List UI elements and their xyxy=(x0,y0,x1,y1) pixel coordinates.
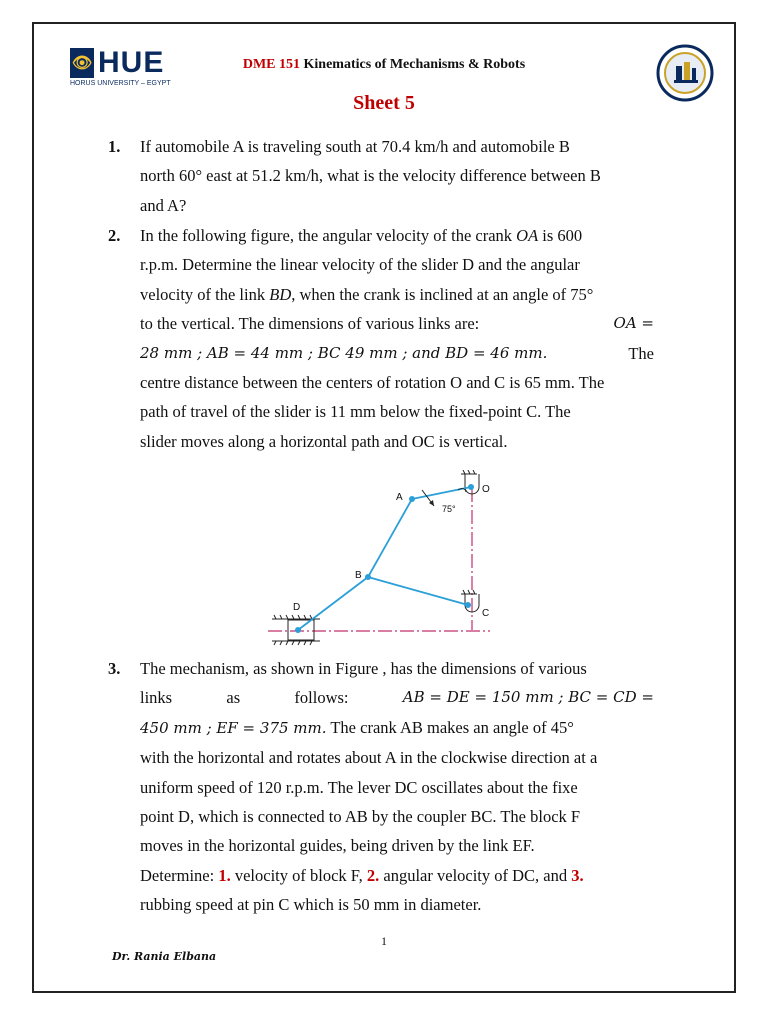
question-line: slider moves along a horizontal path and OC is vertical. xyxy=(140,431,508,451)
question-line: Determine: 1. velocity of block F, 2. angular velocity of DC, and 3. xyxy=(140,865,584,885)
question-number: 2. xyxy=(108,226,121,245)
question-line: The mechanism, as shown in Figure , has the dimensions of various xyxy=(140,659,587,678)
question-line: velocity of the link BD, when the crank is inclined at an angle of 75° xyxy=(140,284,594,304)
question-line: centre distance between the centers of rotation O and C is 65 mm. The xyxy=(140,373,605,393)
question-2 xyxy=(108,221,654,456)
mechanism-figure xyxy=(268,470,498,650)
question-line: and A? xyxy=(140,195,187,215)
question-number: 3. xyxy=(108,659,121,678)
author-name: Dr. Rania Elbana xyxy=(112,950,217,963)
fixed-support-c xyxy=(461,590,479,612)
joint-a xyxy=(409,496,415,502)
question-line: uniform speed of 120 r.p.m. The lever DC oscillates about the fixe xyxy=(140,777,578,797)
link-ab xyxy=(368,499,412,577)
joint-c xyxy=(465,602,471,608)
logo-subtitle: HORUS UNIVERSITY – EGYPT xyxy=(70,80,171,87)
course-code: DME 151 xyxy=(242,57,300,72)
question-line: to the vertical. The dimensions of various links are: OA = xyxy=(140,314,654,334)
angle-label: 75° xyxy=(442,504,456,514)
label-a: A xyxy=(396,492,403,503)
question-line: If automobile A is traveling south at 70.4 km/h and automobile B xyxy=(140,137,570,156)
question-line: 28 mm ; AB = 44 mm ; BC 49 mm ; and BD = 46 mm. The xyxy=(140,343,654,363)
joint-d xyxy=(295,627,301,633)
joint-b xyxy=(365,574,371,580)
question-line: with the horizontal and rotates about A in the clockwise direction at a xyxy=(140,748,598,768)
question-line: north 60° east at 51.2 km/h, what is the velocity difference between B xyxy=(140,166,601,186)
fixed-support-o xyxy=(461,470,479,494)
question-line: In the following figure, the angular velocity of the crank OA is 600 xyxy=(140,226,583,245)
question-line: rubbing speed at pin C which is 50 mm in diameter. xyxy=(140,895,482,915)
question-line: links as follows: AB = DE = 150 mm ; BC = CD = xyxy=(140,688,654,708)
link-bc xyxy=(368,577,468,605)
logo-text: HUE xyxy=(98,46,165,79)
course-title: Kinematics of Mechanisms & Robots xyxy=(303,57,526,72)
label-b: B xyxy=(355,570,362,581)
page-number: 1 xyxy=(381,934,387,948)
link-oa xyxy=(412,487,471,499)
label-c: C xyxy=(482,608,490,619)
question-line: moves in the horizontal guides, being driven by the link EF. xyxy=(140,836,535,856)
eye-of-horus-icon: 👁 xyxy=(70,48,94,78)
joint-o xyxy=(468,484,474,490)
label-o: O xyxy=(482,484,490,495)
link-bd xyxy=(298,577,368,630)
question-line: point D, which is connected to AB by the coupler BC. The block F xyxy=(140,807,581,827)
question-1 xyxy=(108,132,654,220)
label-d: D xyxy=(293,602,301,613)
question-line: r.p.m. Determine the linear velocity of the slider D and the angular xyxy=(140,255,580,275)
course-header xyxy=(0,57,768,73)
question-line: path of travel of the slider is 11 mm below the fixed-point C. The xyxy=(140,402,571,422)
question-3 xyxy=(108,654,654,920)
question-number: 1. xyxy=(108,137,121,156)
sheet-title: Sheet 5 xyxy=(353,92,415,114)
question-line: 450 mm ; EF = 375 mm. The crank AB makes an angle of 45° xyxy=(140,717,574,737)
